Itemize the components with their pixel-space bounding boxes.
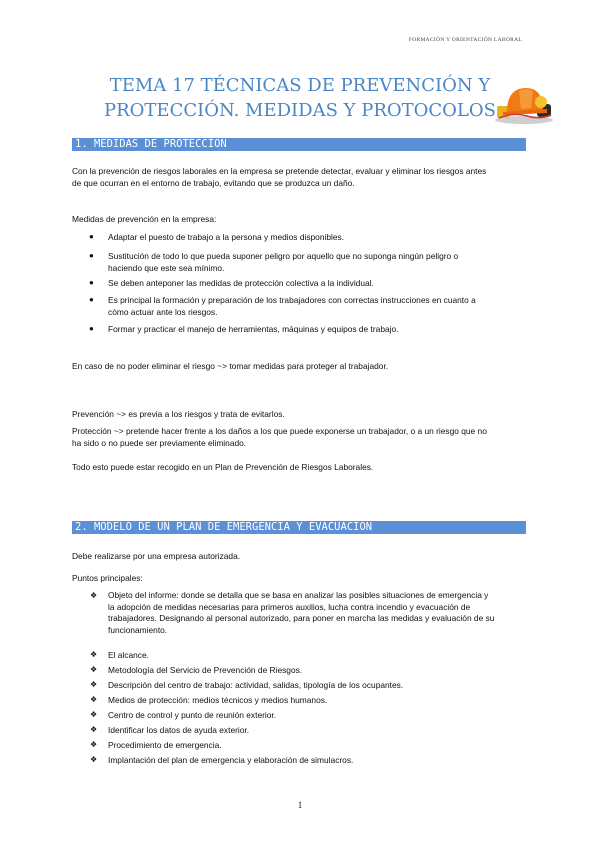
measure-item: Adaptar el puesto de trabajo a la persona y medios disponibles. <box>108 232 345 242</box>
diamond-bullet-icon: ❖ <box>90 755 98 764</box>
diamond-bullet-icon: ❖ <box>90 680 98 689</box>
intro-line-2: de que ocurran en el entorno de trabajo, evitando que se produzca un daño. <box>72 178 355 188</box>
page-number: 1 <box>297 800 303 810</box>
diamond-bullet-icon: ❖ <box>90 710 98 719</box>
bullet-dot: ● <box>89 278 94 287</box>
point-item: Metodología del Servicio de Prevención de Riesgos. <box>108 665 303 675</box>
diamond-bullet-icon: ❖ <box>90 650 98 659</box>
diamond-bullet-icon: ❖ <box>90 665 98 674</box>
protection-definition: Protección ~> pretende hacer frente a los daños a los que puede exponerse un trabajador, o a un riesgo que no ha sido o no puede ser previamente eliminado. <box>72 426 487 448</box>
authorized-note: Debe realizarse por una empresa autorizada. <box>72 551 241 561</box>
diamond-bullet-icon: ❖ <box>90 725 98 734</box>
point-item: El alcance. <box>108 650 149 660</box>
points-label: Puntos principales: <box>72 573 143 583</box>
point-item: Identificar los datos de ayuda exterior. <box>108 725 250 735</box>
title-line-1: TEMA 17 TÉCNICAS DE PREVENCIÓN Y <box>109 75 491 96</box>
section-1-intro <box>72 165 532 189</box>
bullet-dot: ● <box>89 295 94 304</box>
bullet-dot: ● <box>89 324 94 333</box>
point-item: Medios de protección: medios técnicos y medios humanos. <box>108 695 328 705</box>
measure-item: Sustitución de todo lo que pueda suponer peligro por aquello que no suponga ningún peligro o haciendo que este sea mínimo. <box>108 251 459 273</box>
bullet-dot: ● <box>89 232 94 241</box>
point-item: Descripción del centro de trabajo: actividad, salidas, tipología de los ocupantes. <box>108 680 404 690</box>
running-header: FORMACIÓN Y ORIENTACIÓN LABORAL <box>408 37 522 43</box>
plan-note: Todo esto puede estar recogido en un Plan de Prevención de Riesgos Laborales. <box>72 462 374 472</box>
section-2-heading: 2. MODELO DE UN PLAN DE EMERGENCIA Y EVACUACION <box>72 521 526 534</box>
measure-item: Se deben anteponer las medidas de protección colectiva a la individual. <box>108 278 374 288</box>
measures-label: Medidas de prevención en la empresa: <box>72 214 217 224</box>
measure-item: Es principal la formación y preparación de los trabajadores con correctas instrucciones en cuanto a cómo actuar ante los riesgos. <box>108 295 476 317</box>
no-eliminate-note: En caso de no poder eliminar el riesgo ~> tomar medidas para proteger al trabajador. <box>72 361 389 371</box>
prevention-definition: Prevención ~> es previa a los riesgos y trata de evitarlos. <box>72 409 285 419</box>
section-1-heading: 1. MEDIDAS DE PROTECCION <box>72 138 526 151</box>
objeto-item: Objeto del informe: donde se detalla que se basa en analizar las posibles situaciones de emergencia y la adopción de medidas necesarias para primeros auxilios, lucha contra incendio y evacuación de trabajadores. Designando al personal autorizado, para poner en marcha las medidas y evaluación de su funcionamiento. <box>108 590 495 635</box>
diamond-bullet-icon: ❖ <box>90 695 98 704</box>
diamond-bullet-icon: ❖ <box>90 740 98 749</box>
measure-item: Formar y practicar el manejo de herramientas, máquinas y equipos de trabajo. <box>108 324 399 334</box>
bullet-dot: ● <box>89 251 94 260</box>
safety-helmet-image <box>493 82 555 124</box>
point-item: Procedimiento de emergencia. <box>108 740 222 750</box>
intro-line-1: Con la prevención de riesgos laborales en la empresa se pretende detectar, evaluar y eliminar los riesgos antes <box>72 166 487 176</box>
point-item: Implantación del plan de emergencia y elaboración de simulacros. <box>108 755 354 765</box>
diamond-bullet-icon: ❖ <box>90 591 98 600</box>
point-item: Centro de control y punto de reunión exterior. <box>108 710 277 720</box>
title-line-2: PROTECCIÓN. MEDIDAS Y PROTOCOLOS <box>104 100 496 121</box>
page-title <box>100 73 500 123</box>
